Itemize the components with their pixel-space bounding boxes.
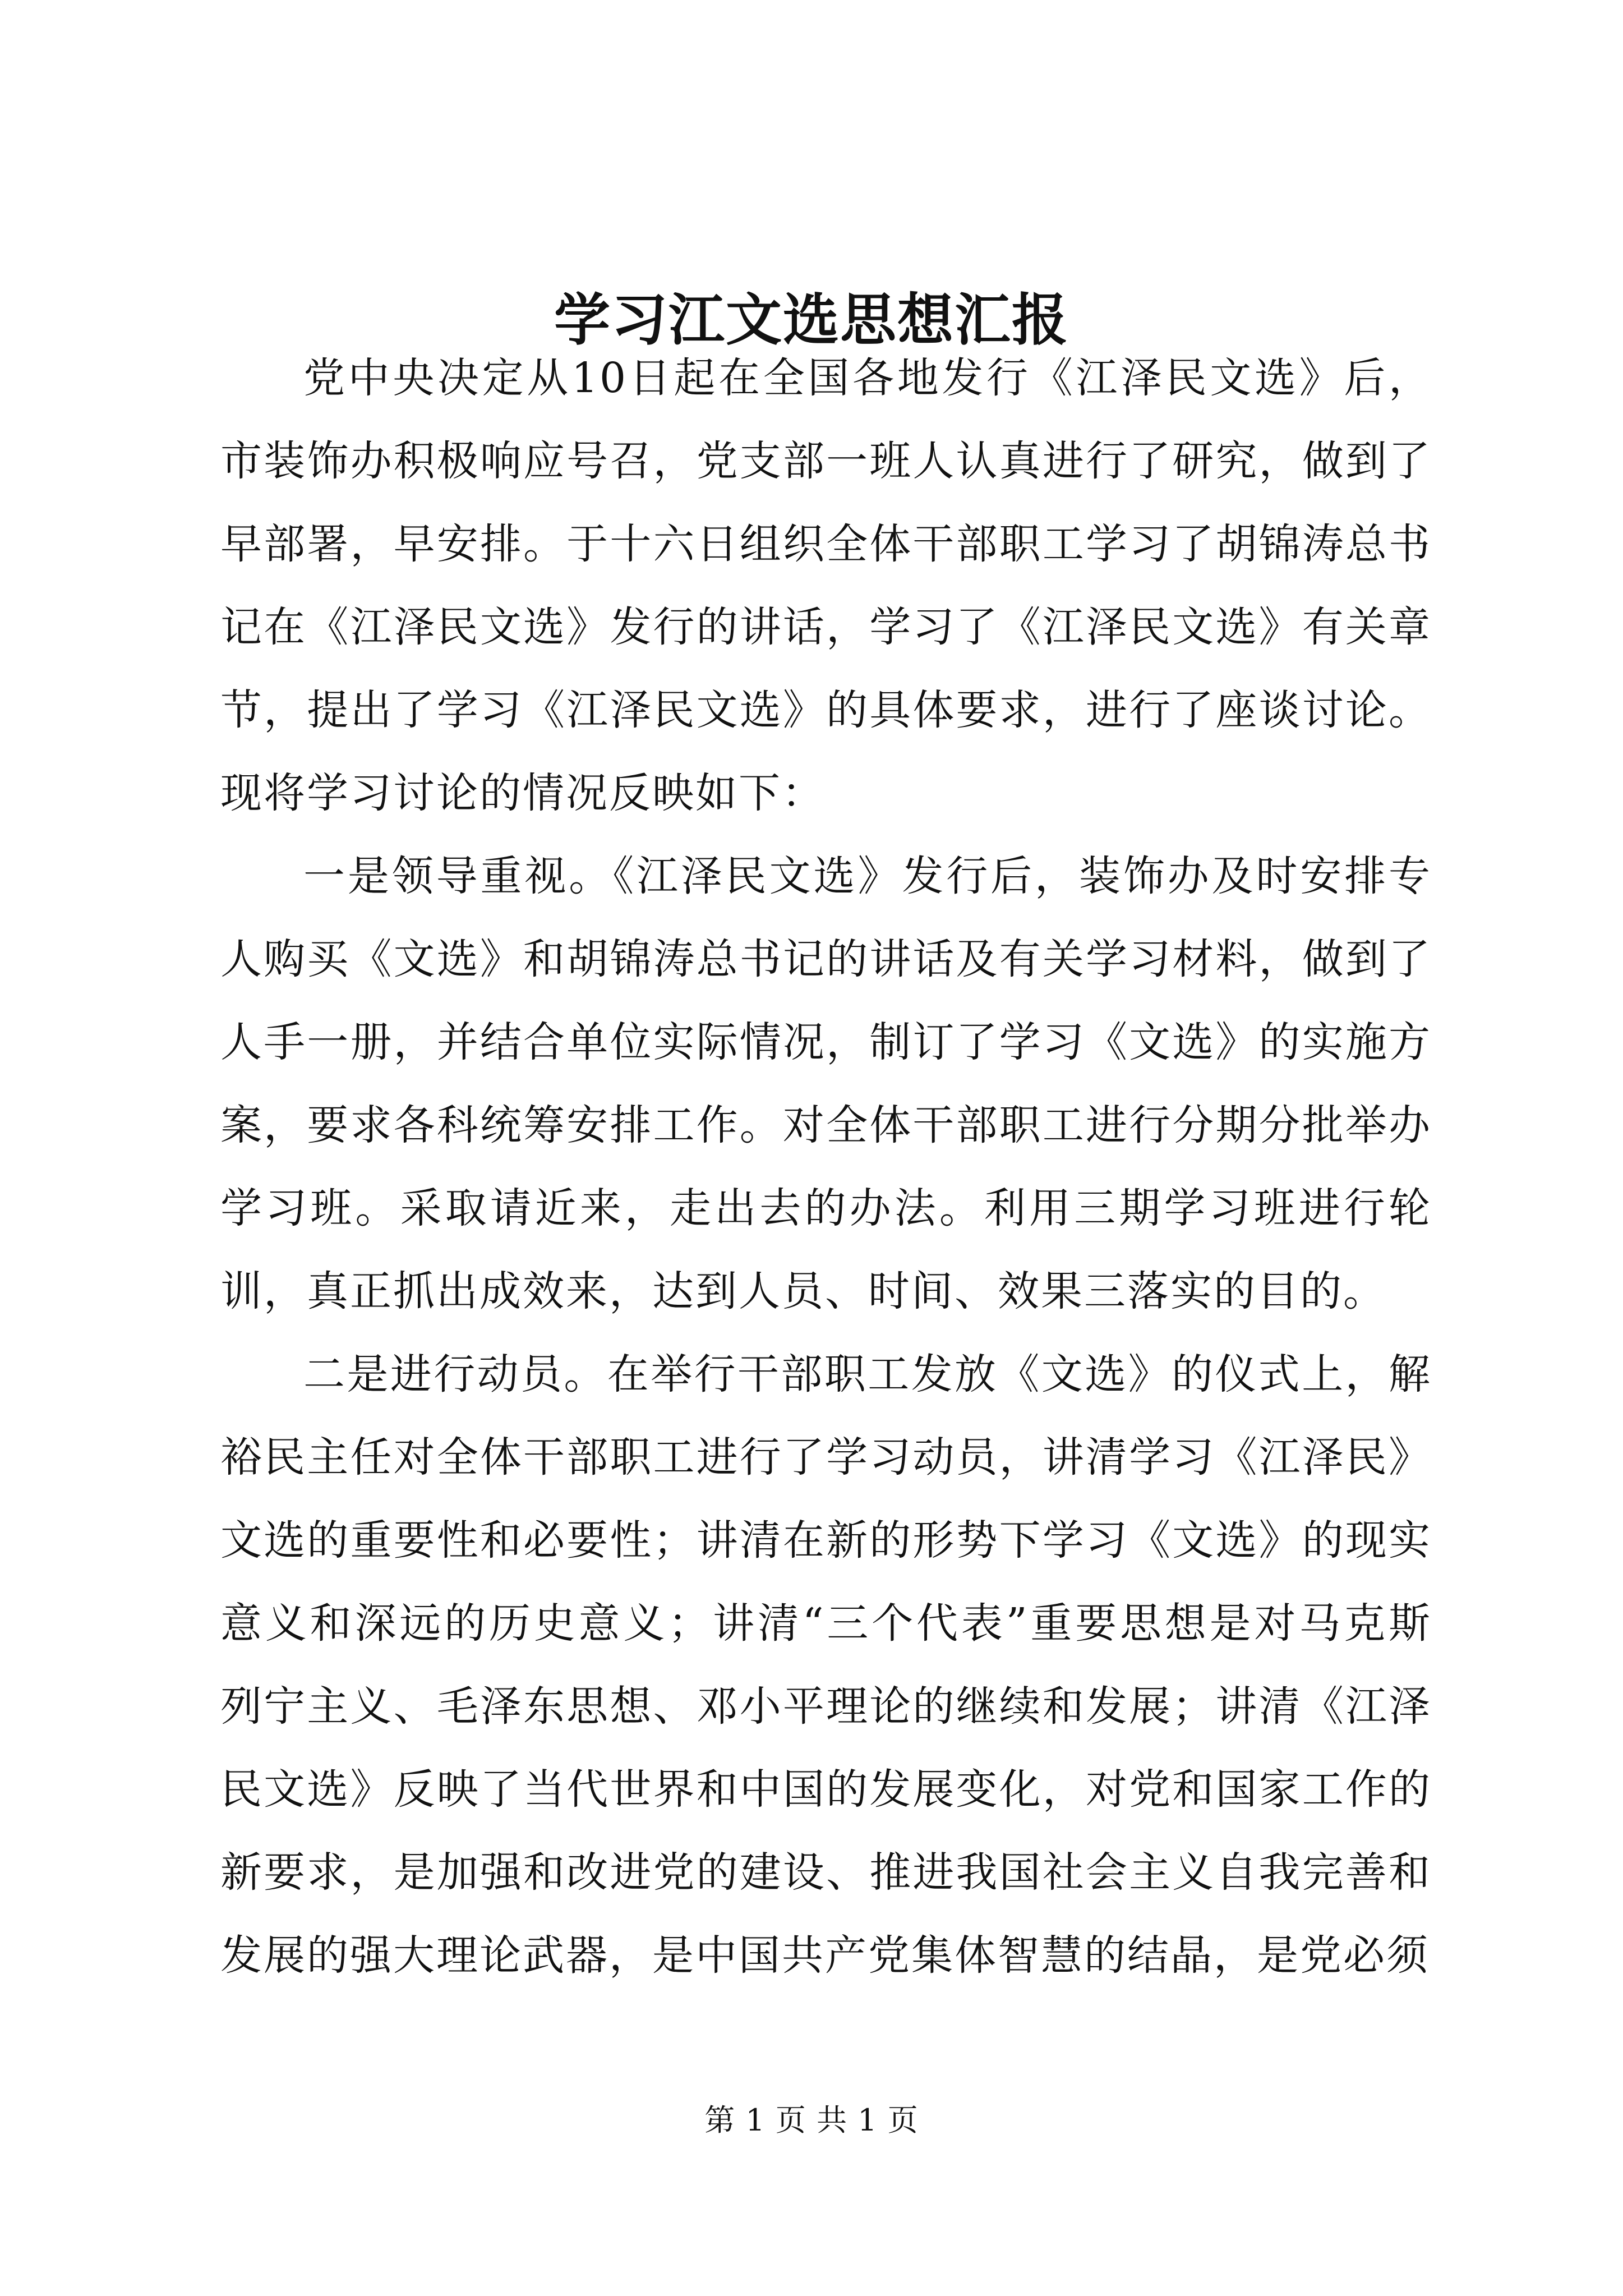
paragraph-mobilization: 二是进行动员。在举行干部职工发放《文选》的仪式上，解裕民主任对全体干部职工进行了学习动员，讲清学习《江泽民》文选的重要性和必要性；讲清在新的形势下学习《文选》的现实意义和深远的历史意义；讲清“三个代表”重要思想是对马克斯列宁主义、毛泽东思想、邓小平理论的继续和发展；讲清《江泽民文选》反映了当代世界和中国的发展变化，对党和国家工作的新要求，是加强和改进党的建设、推进我国社会主义自我完善和发展的强大理论武器，是中国共产党集体智慧的结晶，是党必须 [220, 1350, 1432, 1980]
paragraph-leadership: 一是领导重视。《江泽民文选》发行后，装饰办及时安排专人购买《文选》和胡锦涛总书记的讲话及有关学习材料，做到了人手一册，并结合单位实际情况，制订了学习《文选》的实施方案，要求各科统筹安排工作。对全体干部职工进行分期分批举办学习班。采取请近来，走出去的办法。利用三期学习班进行轮训，真正抓出成效来，达到人员、时间、效果三落实的目的。 [220, 852, 1432, 1315]
document-body [220, 337, 1432, 1997]
document-title: 学习江文选思想汇报 [554, 287, 1069, 353]
paragraph-intro: 党中央决定从10日起在全国各地发行《江泽民文选》后，市装饰办积极响应号召，党支部一班人认真进行了研究，做到了早部署，早安排。于十六日组织全体干部职工学习了胡锦涛总书记在《江泽民文选》发行的讲话，学习了《江泽民文选》有关章节，提出了学习《江泽民文选》的具体要求，进行了座谈讨论。现将学习讨论的情况反映如下： [220, 354, 1432, 817]
page-number-footer: 第 1 页 共 1 页 [704, 2102, 919, 2138]
